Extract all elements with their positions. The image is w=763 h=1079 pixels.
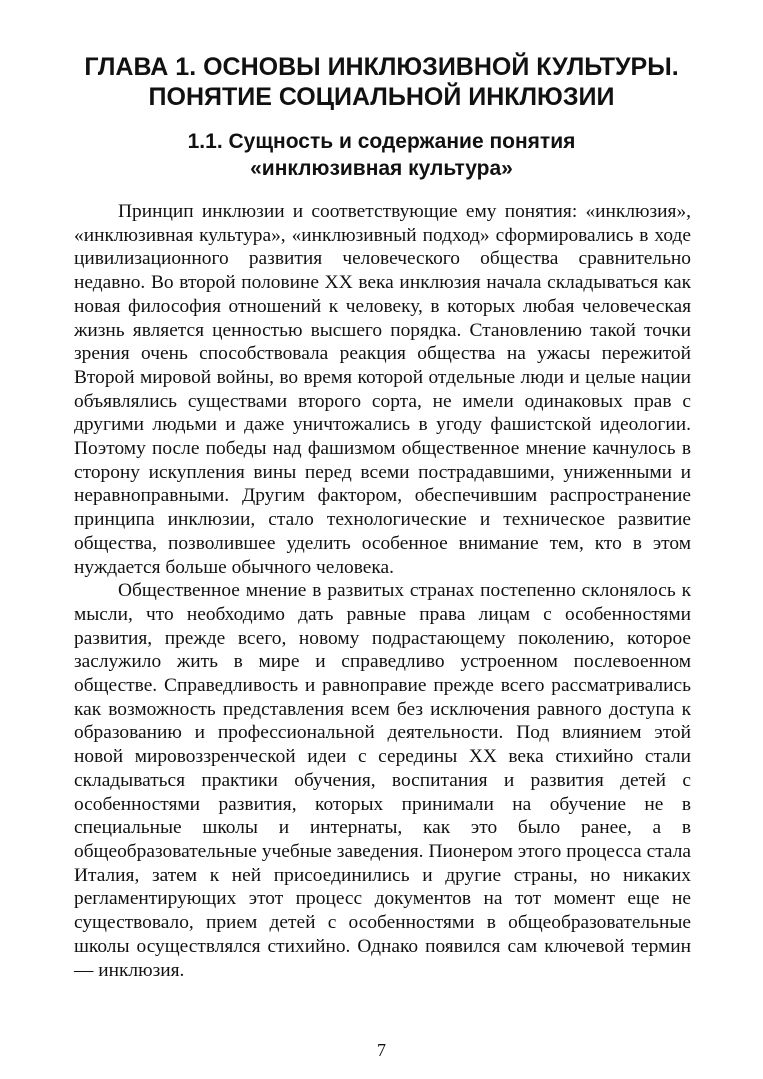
paragraph-2: Общественное мнение в развитых странах постепенно склонялось к мысли, что необходимо дать равные права лицам с особенностями развития, прежде всего, новому подрастающему поколению, которое заслужило жить в мире и справедливо устроенном послевоенном обществе. Справедливость и равноправие прежде всего рассматривались как возможность представления всем без исключения равного доступа к образованию и профессиональной деятельности. Под влиянием этой новой мировоззренческой идеи с середины XX века стихийно стали складываться практики обучения, воспитания и развития детей с особенностями развития, которых принимали на обучение не в специальные школы и интернаты, как это было ранее, а в общеобразовательные учебные заведения. Пионером этого процесса стала Италия, затем к ней присоединились и другие страны, но никаких регламентирующих этот процесс документов на тот момент еще не существовало, прием детей с особенностями в общеобразовательные школы осуществлялся стихийно. Однако появился сам ключевой термин — инклюзия. [74, 580, 691, 981]
body-text [74, 200, 691, 982]
section-title: 1.1. Сущность и содержание понятия «инклюзивная культура» [187, 130, 576, 180]
paragraph-1: Принцип инклюзии и соответствующие ему понятия: «инклюзия», «инклюзивная культура», «инклюзивный подход» сформировались в ходе цивилизационного развития человеческого общества сравнительно недавно. Во второй половине XX века инклюзия начала складываться как новая философия отношений к человеку, в которых любая человеческая жизнь является ценностью высшего порядка. Становлению такой точки зрения очень способствовала реакция общества на ужасы пережитой Второй мировой войны, во время которой отдельные люди и целые нации объявлялись существами второго сорта, не имели одинаковых прав с другими людьми и даже уничтожались в угоду фашистской идеологии. Поэтому после победы над фашизмом общественное мнение качнулось в сторону искупления вины перед всеми пострадавшими, униженными и неравноправными. Другим фактором, обеспечившим распространение принципа инклюзии, стало технологические и техническое развитие общества, позволившее уделить особенное внимание тем, кто в этом нуждается больше обычного человека. [74, 201, 691, 578]
page-number: 7 [377, 1040, 386, 1060]
chapter-title: ГЛАВА 1. ОСНОВЫ ИНКЛЮЗИВНОЙ КУЛЬТУРЫ. ПОНЯТИЕ СОЦИАЛЬНОЙ ИНКЛЮЗИИ [84, 53, 679, 111]
